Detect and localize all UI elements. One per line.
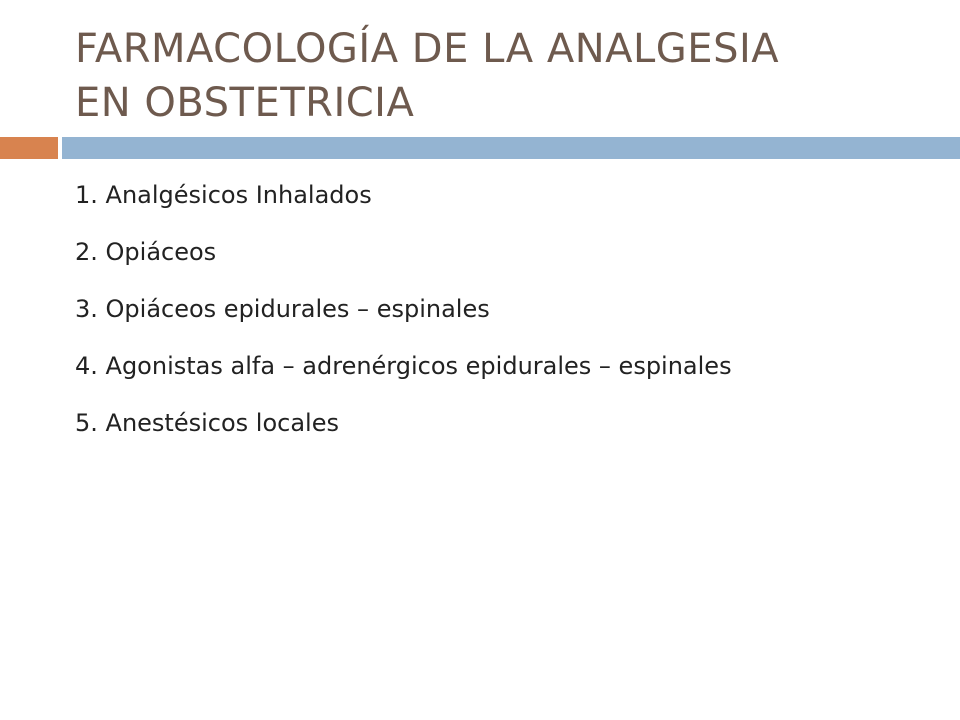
title-rule-bar	[62, 137, 960, 159]
title-line-1: FARMACOLOGÍA DE LA ANALGESIA	[75, 26, 780, 72]
list-item: 2. Opiáceos	[75, 238, 217, 266]
list-item: 3. Opiáceos epidurales – espinales	[75, 295, 490, 323]
list-item: 4. Agonistas alfa – adrenérgicos epidurales – espinales	[75, 352, 732, 380]
list-item: 5. Anestésicos locales	[75, 409, 339, 437]
accent-bar	[0, 137, 58, 159]
title-line-2: EN OBSTETRICIA	[75, 80, 415, 126]
content-list	[75, 178, 895, 463]
list-item: 1. Analgésicos Inhalados	[75, 181, 372, 209]
slide-title	[75, 22, 935, 130]
